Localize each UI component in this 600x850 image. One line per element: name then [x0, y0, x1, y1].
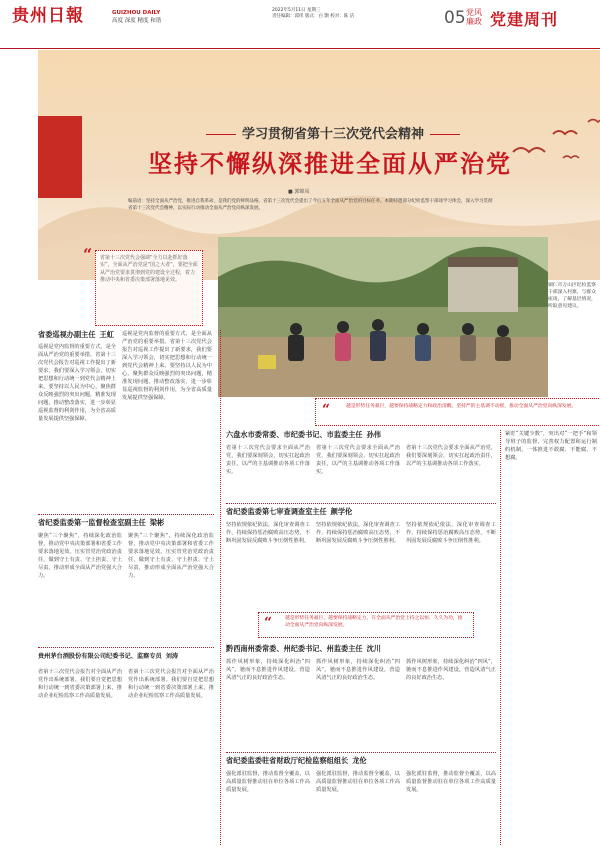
article-heading — [38, 518, 214, 528]
date-line: 2022年5月11日 星期三 — [272, 8, 321, 13]
staff-line: 责任编辑：邱彤 版式：白 颢 校对：陈 洁 — [272, 14, 355, 19]
logo-chinese: 贵州日報 — [12, 6, 84, 26]
article-body: 巡视是党内监督的重要方式，是全面从严治党的重要举措。省第十三次党代会报告对巡视工作提出了新要求，我们要深入学习领会，切实把思想和行动统一到党代会精神上来。要坚持以人民为中心，聚焦群众反映强烈的突出问题，精准发现问题，推动整改落实，进一步彰显巡视监督的利剑作用，为全省高质量发展提供坚强保障。 — [38, 344, 116, 422]
slogan-line-1: GUIZHOU DAILY — [112, 10, 161, 16]
article-heading — [38, 651, 214, 660]
article-body-cont: 抓作风树形象，持续深化纠治“四风”，驰而不息推进作风建设，营造风清气正的良好政治生态。 — [406, 659, 496, 681]
article-body-cont: 省第十三次党代会要求全面从严治党，我们要深刻领会，切实扛起政治责任，以严的主基调推动各项工作落实。 — [316, 445, 400, 475]
red-seal-decoration — [38, 116, 82, 198]
article-author: 颜学伦 — [330, 507, 353, 516]
photo-caption: 铜仁市万山区纪检监察干部深入村寨，与群众座谈，了解基层情况，听取意见建议。 — [548, 283, 596, 309]
article-author: 沈川 — [366, 644, 381, 653]
article-author: 刘涛 — [165, 653, 179, 660]
article-title: 省纪委监委第一监督检查室副主任 — [38, 518, 146, 527]
article-liang — [38, 518, 214, 531]
article-body: 坚持依规依纪依法，深化审查调查工作，持续保持惩治腐败高压态势，不断巩固发展反腐败斗争压倒性胜利。 — [226, 522, 310, 544]
photo-scene — [218, 237, 548, 397]
article-headline: 坚持不懈纵深推进全面从严治党 — [148, 149, 512, 178]
article-divider — [38, 647, 214, 648]
article-author: 梁彬 — [149, 518, 165, 527]
article-author: 王虹 — [99, 330, 114, 339]
kicker-text: 学习贯彻省第十三次党代会精神 — [241, 127, 424, 142]
article-lead: 编前语：坚持全面从严治党，推进自我革命，是我们党的鲜明品格。省第十三次党代会提出了今后五年全面从严治党的目标任务。本期特邀部分纪检监察干部谈学习体会，深入学习贯彻省第十三次党代会精神，以实际行动推动全面从严治党向纵深发展。 — [128, 199, 493, 211]
article-shen — [226, 644, 486, 657]
article-body: 省第十三次党代会要求全面从严治党，我们要深刻领会，切实扛起政治责任，以严的主基调推动各项工作落实。 — [226, 445, 310, 475]
page-number: 05 — [444, 8, 466, 28]
article-title: 六盘水市委常委、市纪委书记、市监委主任 — [226, 430, 363, 439]
article-title: 省纪委监委第七审查调查室主任 — [226, 507, 327, 516]
news-photo — [218, 237, 548, 397]
article-author: 孙伟 — [366, 430, 381, 439]
article-body-cont: 省第十三次党代会要求全面从严治党，我们要深刻领会，切实扛起政治责任，以严的主基调推动各项工作落实。 — [406, 445, 496, 467]
article-yan — [226, 507, 486, 520]
article-heading — [226, 430, 426, 440]
article-title: 省纪委监委驻省财政厅纪检监察组组长 — [226, 756, 349, 765]
article-body-cont: 强化派驻监督，推动监督全覆盖，以高质量监督推动驻在单位各项工作高质量发展。 — [316, 771, 400, 793]
mid-quote-box — [258, 612, 474, 638]
column-divider — [500, 430, 501, 845]
article-divider — [38, 514, 214, 515]
quote-icon: “ — [83, 245, 93, 264]
masthead-slogan — [112, 9, 202, 25]
quote-box-text: 省第十三次党代会强调“全力以赴抓好落实”，全面从严治党是“国之大者”，要把全面从严治党要求贯彻到党的建设全过程，着力推动中央和省委决策部署落地见效。 — [100, 255, 198, 283]
article-body-cont: 强化派驻监督，推动监督全覆盖，以高质量监督推动驻在单位各项工作高质量发展。 — [406, 771, 496, 793]
newspaper-logo — [12, 6, 110, 38]
quote-icon: “ — [264, 615, 273, 631]
article-body-cont: 坚持依规依纪依法，深化审查调查工作，持续保持惩治腐败高压态势，不断巩固发展反腐败斗争压倒性胜利。 — [316, 522, 400, 544]
article-body-cont: 抓作风树形象，持续深化纠治“四风”，驰而不息推进作风建设，营造风清气正的良好政治生态。 — [316, 659, 400, 681]
article-divider — [226, 752, 496, 753]
article-body-cont: 坚持依规依纪依法，深化审查调查工作，持续保持惩治腐败高压态势，不断巩固发展反腐败斗争压倒性胜利。 — [406, 522, 496, 544]
article-body: 聚焦“三个聚焦”，持续深化政治监督，推动党中央决策部署和省委工作要求落地见效。压实管党治党政治责任，做到守土有责、守土担责、守土尽责，推动形成全面从严治党强大合力。 — [38, 533, 122, 579]
article-long — [226, 756, 486, 769]
article-title: 省委巡视办副主任 — [38, 330, 96, 339]
article-body: 省第十三次党代会报告对全面从严治党作出系统部署。我们要自觉把思想和行动统一到省委决策部署上来，推动企业纪检监察工作高质量发展。 — [38, 669, 122, 699]
section-title: 党建周刊 — [490, 10, 559, 29]
article-author: 龙伦 — [352, 756, 367, 765]
column-divider — [220, 330, 221, 845]
article-body-right: 紧盯“关键少数”，突出对“一把手”和领导班子的监督，完善权力配置和运行制约机制，一体推进不敢腐、不能腐、不想腐。 — [505, 431, 597, 461]
section-small-label: 党风廉政 — [466, 8, 482, 26]
slogan-line-2: 高度 深度 精度 和谐 — [112, 18, 162, 24]
article-heading — [226, 756, 486, 766]
masthead-meta — [272, 8, 442, 20]
highlight-quote — [315, 398, 600, 426]
article-title: 贵州茅台酒股份有限公司纪委书记、监察专员 — [38, 653, 162, 660]
quote-icon: “ — [322, 402, 331, 418]
article-body: 抓作风树形象，持续深化纠治“四风”，驰而不息推进作风建设，营造风清气正的良好政治生态。 — [226, 659, 310, 681]
article-title: 黔西南州委常委、州纪委书记、州监委主任 — [226, 644, 363, 653]
article-heading — [226, 507, 486, 517]
article-body-cont: 聚焦“三个聚焦”，持续深化政治监督，推动党中央决策部署和省委工作要求落地见效。压实管党治党政治责任，做到守土有责、守土担责、守土尽责，推动形成全面从严治党强大合力。 — [128, 533, 214, 579]
article-kicker — [168, 123, 498, 142]
article-body: 强化派驻监督，推动监督全覆盖，以高质量监督推动驻在单位各项工作高质量发展。 — [226, 771, 310, 793]
mid-quote-text: 越是形势任务艰巨，越要保持战略定力，在全面从严治党上持之以恒、久久为功，推动全面从严治党向纵深发展。 — [285, 616, 463, 628]
article-heading — [226, 644, 486, 654]
quote-box — [95, 250, 203, 326]
article-divider — [226, 503, 496, 504]
article-body-cont: 巡视是党内监督的重要方式，是全面从严治党的重要举措。省第十三次党代会报告对巡视工作提出了新要求，我们要深入学习领会，切实把思想和行动统一到党代会精神上来。要坚持以人民为中心，聚焦群众反映强烈的突出问题，精准发现问题，推动整改落实，进一步彰显巡视监督的利剑作用，为全省高质量发展提供坚强保障。 — [122, 331, 212, 401]
article-liu — [38, 651, 214, 663]
article-byline: ■ 郭锦凤 — [288, 189, 310, 195]
masthead — [0, 0, 600, 49]
article-sun — [226, 430, 426, 443]
article-body-cont: 省第十三次党代会报告对全面从严治党作出系统部署。我们要自觉把思想和行动统一到省委决策部署上来，推动企业纪检监察工作高质量发展。 — [128, 669, 214, 699]
highlight-quote-text: 越是形势任务艰巨，越要保持战略定力和政治清醒，坚持严的主基调不动摇，推动全面从严治党向纵深发展。 — [346, 404, 577, 409]
